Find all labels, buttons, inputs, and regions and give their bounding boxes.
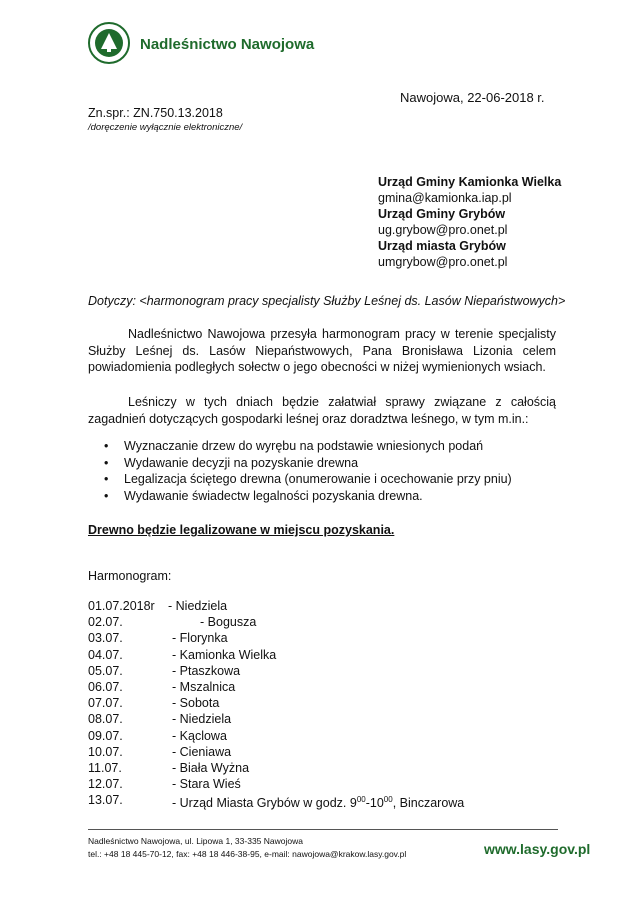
schedule-place (168, 598, 227, 614)
schedule-date: 10.07. (88, 744, 123, 759)
schedule-separator: - (172, 760, 177, 775)
schedule-place-name: Bogusza (207, 615, 257, 630)
schedule-place (172, 663, 240, 679)
lasy-panstwowe-logo-icon (88, 22, 130, 64)
schedule-separator: - (172, 679, 177, 694)
schedule-separator: - (200, 615, 205, 630)
time-range: -10 (365, 796, 384, 811)
schedule-place (200, 614, 256, 630)
schedule-separator: - (172, 647, 177, 662)
schedule-date: 01.07.2018r (88, 599, 155, 613)
list-item: • Wydawanie decyzji na pozyskanie drewna (100, 455, 512, 472)
recipients-block (378, 174, 561, 270)
schedule-place-name: , Binczarowa (392, 796, 465, 811)
recipient-email: ug.grybow@pro.onet.pl (378, 223, 508, 237)
schedule-place-name: Kamionka Wielka (179, 647, 277, 662)
recipient-email: gmina@kamionka.iap.pl (378, 191, 512, 205)
delivery-note: /doręczenie wyłącznie elektroniczne/ (88, 122, 243, 133)
schedule-place (172, 776, 241, 792)
schedule-separator: - (172, 728, 177, 743)
date-line: Nawojowa, 22-06-2018 r. (400, 90, 545, 105)
schedule-place-name: Kąclowa (179, 728, 227, 743)
list-item: • Wydawanie świadectw legalności pozyskania drewna. (100, 488, 512, 505)
schedule-separator: - (172, 663, 177, 678)
schedule-place (172, 711, 231, 727)
schedule-place-name: Sobota (179, 696, 220, 711)
time-superscript: 00 (356, 795, 366, 805)
legalization-note: Drewno będzie legalizowane w miejscu pozyskania. (88, 523, 395, 537)
schedule-separator: - (172, 712, 177, 727)
schedule-date: 11.07. (88, 760, 122, 775)
website-link[interactable]: www.lasy.gov.pl (484, 841, 591, 857)
schedule-date: 03.07. (88, 631, 123, 646)
list-item: • Legalizacja ściętego drewna (onumerowanie i ocechowanie przy pniu) (100, 471, 512, 488)
schedule-place-name: Ptaszkowa (179, 663, 241, 678)
schedule-title: Harmonogram: (88, 569, 172, 583)
schedule-separator: - (172, 777, 177, 792)
schedule-place-name: Cieniawa (179, 744, 232, 759)
schedule-date: 07.07. (88, 696, 123, 711)
schedule-date: 13.07. (88, 793, 123, 808)
schedule-separator: - (172, 696, 177, 711)
recipient-name: Urząd Gminy Kamionka Wielka (378, 175, 562, 189)
recipient-email: umgrybow@pro.onet.pl (378, 255, 508, 269)
schedule-date: 02.07. (88, 615, 123, 630)
recipient-name: Urząd miasta Grybów (378, 239, 506, 253)
footer-contact: tel.: +48 18 445-70-12, fax: +48 18 446-38-95, e-mail: nawojowa@krakow.lasy.gov.pl (88, 849, 407, 859)
schedule-place (172, 695, 219, 711)
schedule-place-name: Niedziela (175, 599, 228, 613)
schedule-separator: - (172, 796, 177, 811)
schedule-place-name: Biała Wyżna (179, 760, 250, 775)
time-superscript: 00 (383, 795, 393, 805)
schedule-date: 08.07. (88, 712, 123, 727)
schedule-place (172, 728, 227, 744)
duties-list (100, 438, 512, 504)
footer-divider (88, 829, 558, 830)
list-item: • Wyznaczanie drzew do wyrębu na podstawie wniesionych podań (100, 438, 512, 455)
schedule-place (172, 647, 276, 663)
body-paragraph: Nadleśnictwo Nawojowa przesyła harmonogram pracy w terenie specjalisty Służby Leśnej ds. Lasów Niepaństwowych, Pana Bronisława Lizonia celem powiadomienia podległych sołectw o jego obecności w niżej wymienionych wsiach. (88, 327, 556, 374)
schedule-date: 09.07. (88, 728, 123, 743)
schedule-date: 06.07. (88, 679, 123, 694)
schedule-place (172, 630, 228, 646)
schedule-place-name: Mszalnica (179, 679, 236, 694)
schedule-place-name: Florynka (179, 631, 228, 646)
subject-line: Dotyczy: <harmonogram pracy specjalisty Służby Leśnej ds. Lasów Niepaństwowych> (88, 294, 566, 308)
schedule-place-name: Niedziela (179, 712, 232, 727)
schedule-separator: - (172, 744, 177, 759)
footer-address: Nadleśnictwo Nawojowa, ul. Lipowa 1, 33-335 Nawojowa (88, 836, 303, 846)
reference-number: Zn.spr.: ZN.750.13.2018 (88, 106, 223, 120)
schedule-date: 05.07. (88, 663, 123, 678)
schedule-date: 04.07. (88, 647, 123, 662)
schedule-place (172, 792, 464, 811)
schedule-place-name: Stara Wieś (179, 777, 241, 792)
schedule-separator: - (168, 599, 173, 613)
schedule-place-name: Urząd Miasta Grybów w godz. 9 (179, 796, 357, 811)
schedule-place (172, 679, 235, 695)
schedule-date: 12.07. (88, 777, 123, 792)
schedule-place (172, 744, 231, 760)
recipient-name: Urząd Gminy Grybów (378, 207, 506, 221)
organization-name: Nadleśnictwo Nawojowa (140, 36, 315, 53)
schedule-place (172, 760, 249, 776)
schedule-separator: - (172, 631, 177, 646)
body-paragraph: Leśniczy w tych dniach będzie załatwiał sprawy związane z całością zagadnień dotyczących gospodarki leśnej oraz doradztwa leśnego, w tym m.in.: (88, 395, 556, 426)
